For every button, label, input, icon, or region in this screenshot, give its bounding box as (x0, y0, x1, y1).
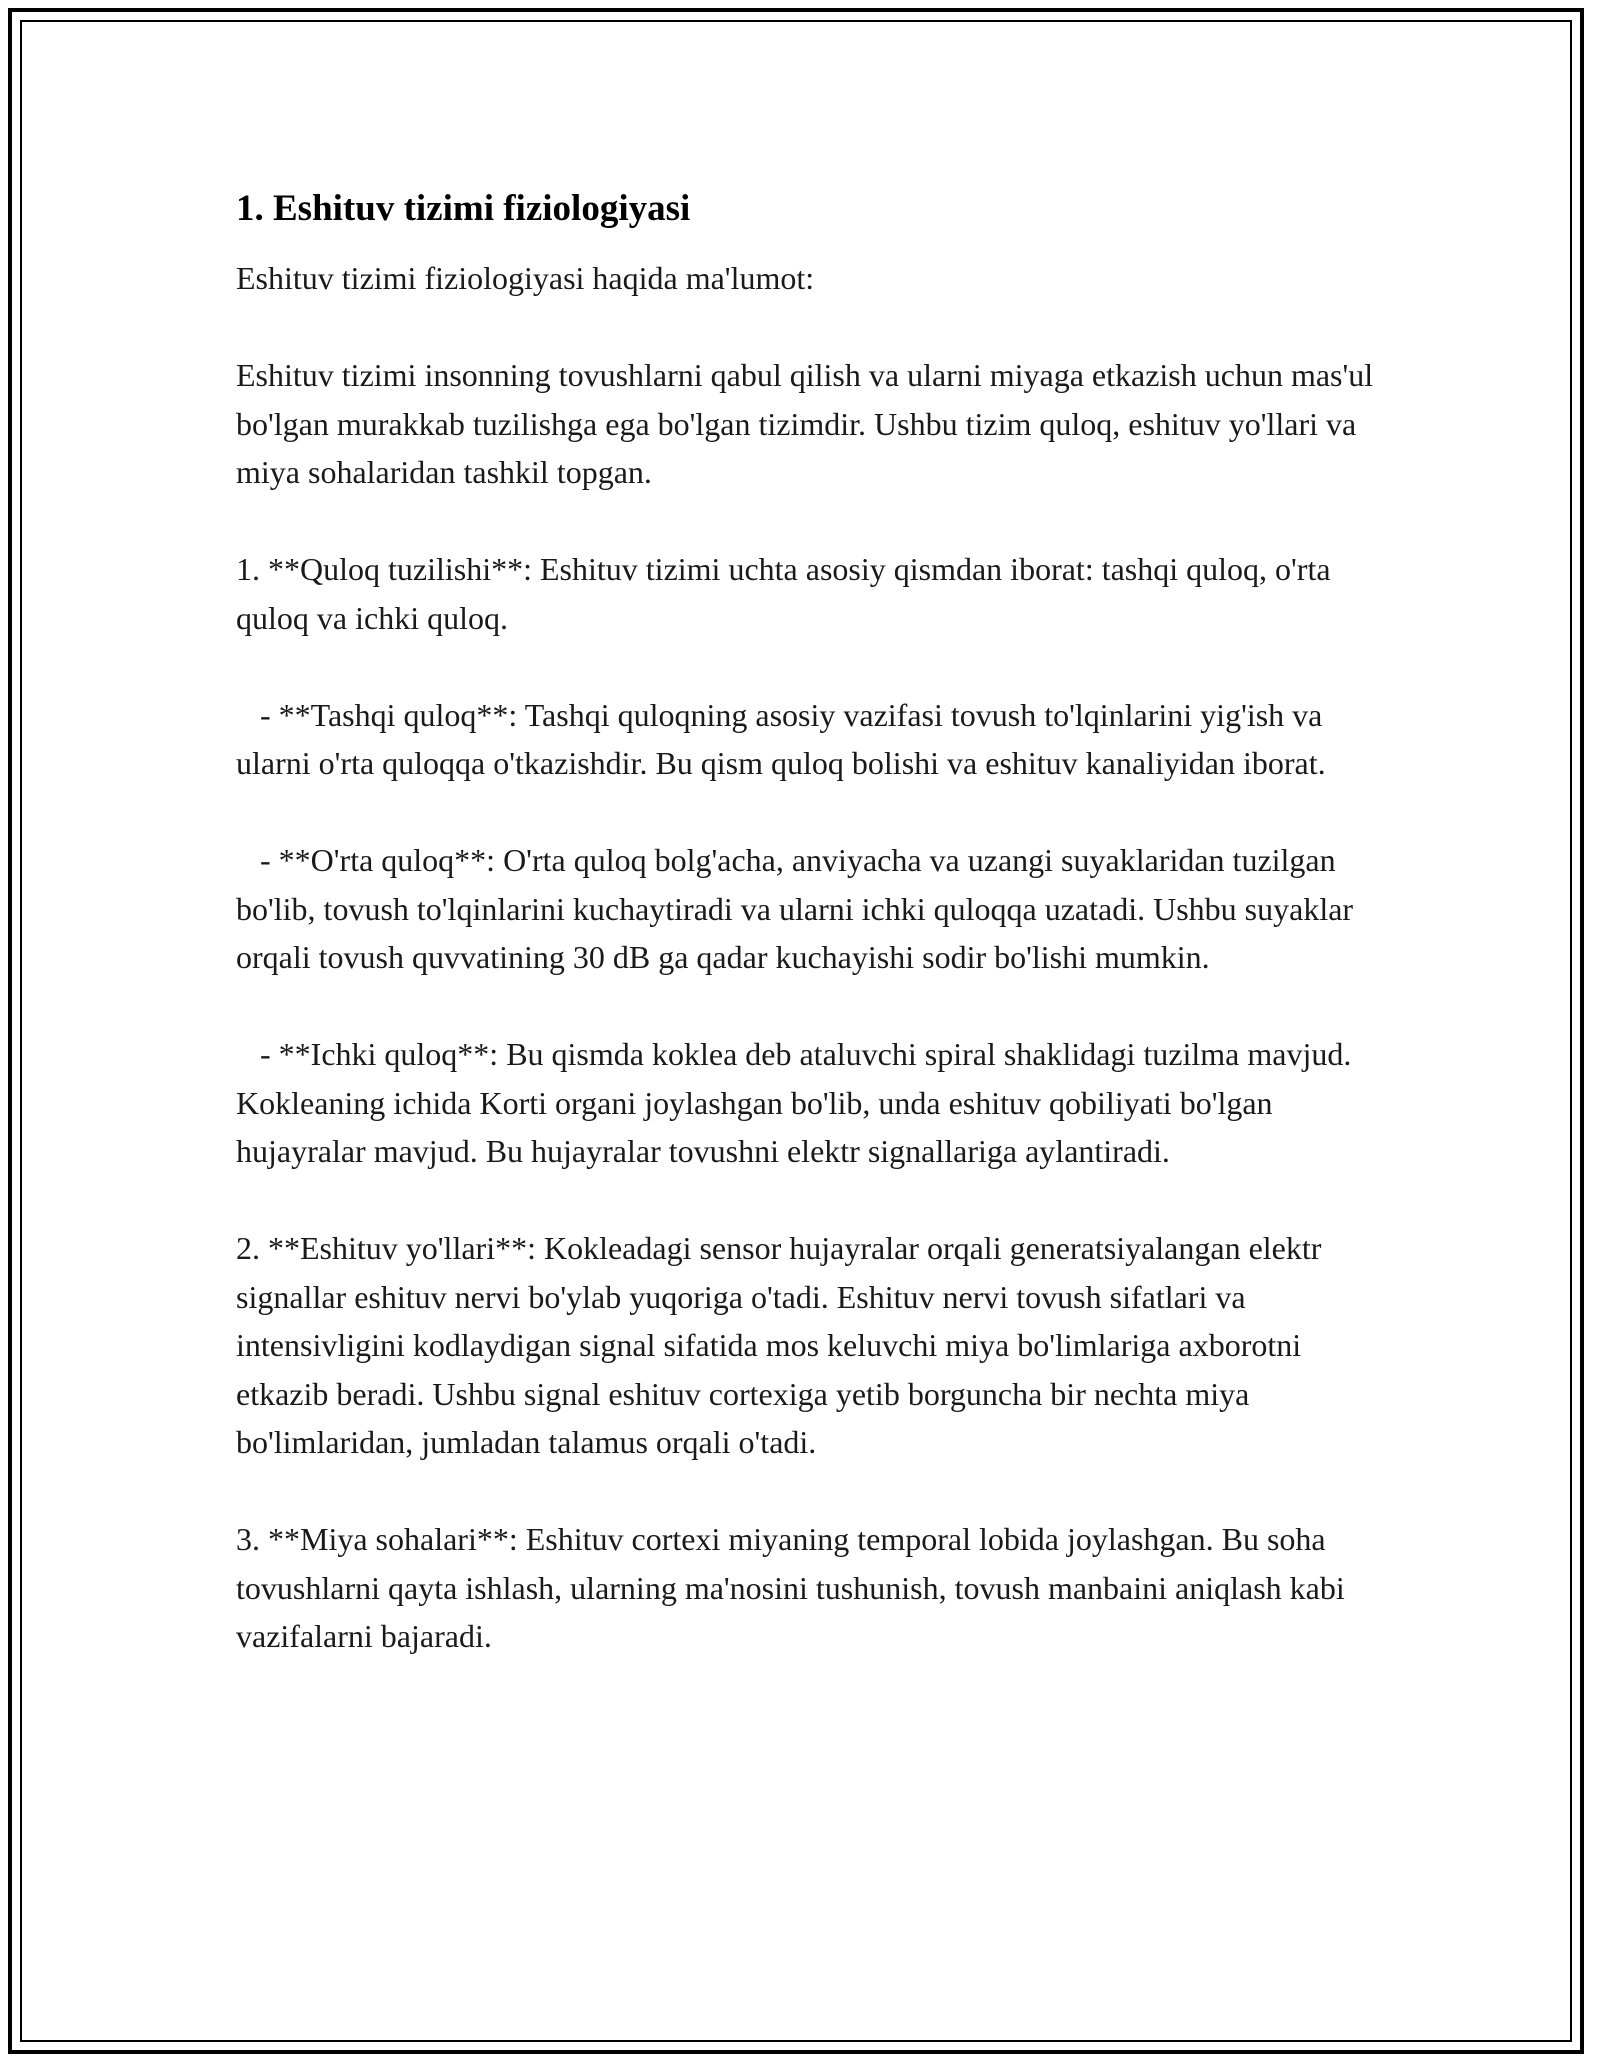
document-title: 1. Eshituv tizimi fiziologiyasi (236, 188, 691, 229)
inner-ear-paragraph: - **Ichki quloq**: Bu qismda koklea deb ataluvchi spiral shaklidagi tuzilma mavjud. Kokleaning ichida Korti organi joylashgan bo'lib, unda eshituv qobiliyati bo'lgan hujayralar mavjud. Bu hujayralar tovushni elektr signallariga aylantiradi. (236, 1036, 1360, 1169)
document-body (236, 186, 1396, 1661)
intro-paragraph: Eshituv tizimi fiziologiyasi haqida ma'lumot: (236, 260, 815, 296)
auditory-pathways-paragraph: 2. **Eshituv yo'llari**: Kokleadagi sensor hujayralar orqali generatsiyalangan elektr signallar eshituv nervi bo'ylab yuqoriga o'tadi. Eshituv nervi tovush sifatlari va intensivligini kodlaydigan signal sifatida mos keluvchi miya bo'limlariga axborotni etkazib beradi. Ushbu signal eshituv cortexiga yetib borguncha bir nechta miya bo'limlaridan, jumladan talamus orqali o'tadi. (236, 1230, 1330, 1460)
ear-structure-paragraph: 1. **Quloq tuzilishi**: Eshituv tizimi uchta asosiy qismdan iborat: tashqi quloq, o'rta quloq va ichki quloq. (236, 551, 1339, 636)
middle-ear-paragraph: - **O'rta quloq**: O'rta quloq bolg'acha, anviyacha va uzangi suyaklaridan tuzilgan bo'lib, tovush to'lqinlarini kuchaytiradi va ularni ichki quloqqa uzatadi. Ushbu suyaklar orqali tovush quvvatining 30 dB ga qadar kuchayishi sodir bo'lishi mumkin. (236, 842, 1362, 975)
overview-paragraph: Eshituv tizimi insonning tovushlarni qabul qilish va ularni miyaga etkazish uchun mas'ul bo'lgan murakkab tuzilishga ega bo'lgan tizimdir. Ushbu tizim quloq, eshituv yo'llari va miya sohalaridan tashkil topgan. (236, 357, 1382, 490)
outer-ear-paragraph: - **Tashqi quloq**: Tashqi quloqning asosiy vazifasi tovush to'lqinlarini yig'ish va ularni o'rta quloqqa o'tkazishdir. Bu qism quloq bolishi va eshituv kanaliyidan iborat. (236, 696, 1331, 781)
brain-areas-paragraph: 3. **Miya sohalari**: Eshituv cortexi miyaning temporal lobida joylashgan. Bu soha tovushlarni qayta ishlash, ularning ma'nosini tushunish, tovush manbaini aniqlash kabi vazifalarni bajaradi. (236, 1521, 1353, 1654)
